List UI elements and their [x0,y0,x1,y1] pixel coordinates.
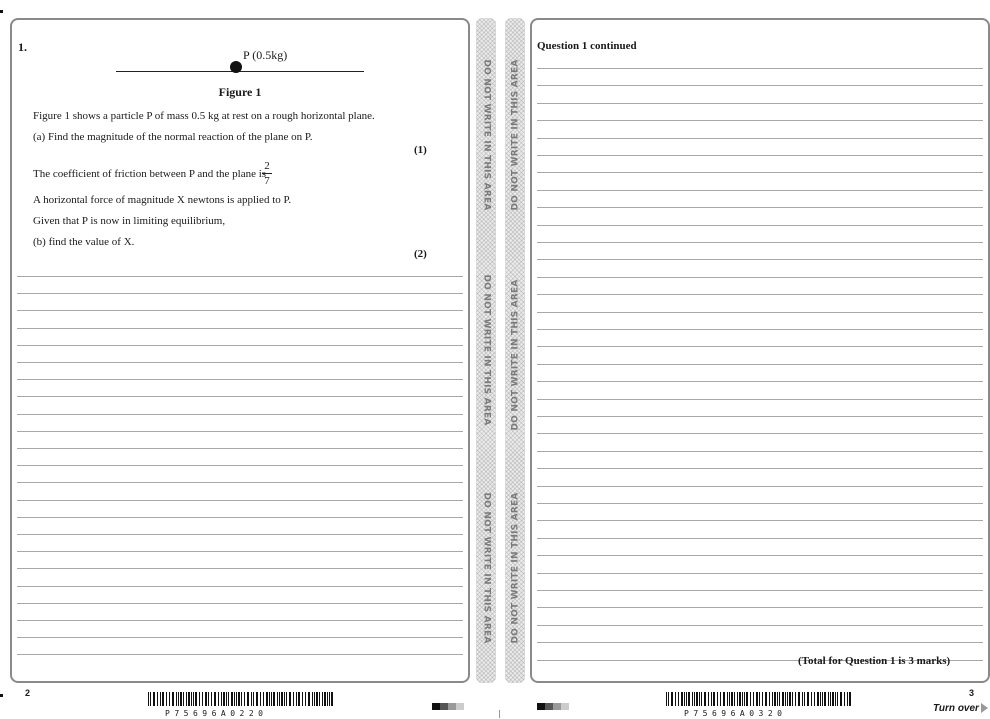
barcode-bar [844,692,845,706]
barcode-bar [820,692,821,706]
barcode-bar [847,692,848,706]
barcode-bar [711,692,712,706]
barcode-bar [241,692,242,706]
barcode-bar [208,692,209,706]
barcode-bar [765,692,767,706]
no-write-notice: DO NOT WRITE IN THIS AREA [481,59,491,211]
left-barcode-text: P75696A0220 [165,709,268,718]
barcode-bar [286,692,287,706]
answer-line [17,345,463,346]
barcode-bar [322,692,323,706]
barcode-bar [696,692,698,706]
barcode-bar [779,692,780,706]
barcode-bar [247,692,249,706]
answer-line [537,468,983,469]
answer-line [17,517,463,518]
barcode-bar [802,692,803,706]
barcode-bar [319,692,320,706]
barcode-bar [221,692,222,706]
continued-title: Question 1 continued [537,40,637,52]
barcode-bar [811,692,812,706]
barcode-bar [734,692,735,706]
answer-line [537,381,983,382]
barcode-bar [228,692,229,706]
barcode-bar [312,692,313,706]
barcode-bar [753,692,754,706]
answer-line [537,103,983,104]
question-number: 1. [18,40,27,54]
answer-line [17,534,463,535]
barcode-bar [694,692,695,706]
barcode-bar [750,692,751,706]
answer-line [537,399,983,400]
barcode-bar [817,692,819,706]
barcode-bar [708,692,709,706]
answer-line [537,451,983,452]
answer-line [537,573,983,574]
barcode-bar [199,692,200,706]
turn-over-arrow-icon [981,703,988,713]
barcode-bar [160,692,161,706]
barcode-bar [231,692,233,706]
answer-line [17,293,463,294]
friction-fraction [262,160,272,187]
barcode-bar [713,692,715,706]
barcode-bar [684,692,685,706]
crop-mark [0,10,3,13]
answer-line [537,120,983,121]
force-text: A horizontal force of magnitude X newtons is applied to P. [33,194,292,206]
answer-line [537,207,983,208]
barcode-bar [849,692,851,706]
left-page-number: 2 [25,688,31,698]
barcode-bar [148,692,149,706]
barcode-bar [731,692,733,706]
barcode-bar [205,692,207,706]
crop-mark [0,694,3,697]
answer-line [17,379,463,380]
barcode-bar [166,692,167,706]
barcode-bar [302,692,303,706]
barcode-bar [782,692,784,706]
answer-line [537,642,983,643]
barcode-bar [675,692,676,706]
barcode-bar [795,692,796,706]
barcode-bar [223,692,225,706]
barcode-bar [236,692,237,706]
barcode-bar [727,692,728,706]
barcode-bar [668,692,669,706]
barcode-bar [284,692,285,706]
barcode-bar [238,692,240,706]
barcode-bar [153,692,155,706]
barcode-bar [798,692,800,706]
barcode-bar [202,692,203,706]
answer-line [537,503,983,504]
turn-over-text: Turn over [933,703,979,714]
barcode-bar [226,692,227,706]
no-write-notice: DO NOT WRITE IN THIS AREA [510,492,520,644]
answer-line [17,620,463,621]
barcode-bar [150,692,151,706]
answer-line [17,586,463,587]
answer-line [537,294,983,295]
barcode-bar [234,692,235,706]
barcode-bar [269,692,270,706]
answer-line [537,538,983,539]
barcode-bar [308,692,310,706]
barcode-bar [746,692,748,706]
barcode-bar [692,692,693,706]
barcode-bar [807,692,809,706]
barcode-bar [178,692,179,706]
barcode-bar [298,692,300,706]
barcode-bar [218,692,219,706]
fold-mark [499,710,500,718]
answer-line [17,482,463,483]
answer-line [17,431,463,432]
answer-line [537,259,983,260]
answer-line [537,225,983,226]
barcode-bar [723,692,725,706]
answer-line [537,486,983,487]
answer-line [17,396,463,397]
barcode-bar [678,692,679,706]
barcode-bar [671,692,673,706]
barcode-bar [162,692,164,706]
answer-line [17,654,463,655]
barcode-bar [744,692,745,706]
barcode-bar [329,692,330,706]
barcode-bar [814,692,815,706]
grey-scale-marks [432,703,464,710]
answer-line [537,433,983,434]
barcode-bar [253,692,254,706]
barcode-bar [699,692,700,706]
answer-line [537,364,983,365]
answer-line [537,329,983,330]
barcode-bar [822,692,823,706]
answer-line [17,362,463,363]
barcode-bar [729,692,730,706]
barcode-bar [681,692,683,706]
part-a-text: (a) Find the magnitude of the normal reaction of the plane on P. [33,131,313,143]
fraction-denominator: 7 [264,175,270,187]
barcode-bar [314,692,315,706]
answer-line [537,625,983,626]
no-write-notice: DO NOT WRITE IN THIS AREA [510,59,520,211]
answer-line [537,155,983,156]
barcode-bar [756,692,758,706]
barcode-bar [281,692,283,706]
barcode-bar [296,692,297,706]
part-a-marks: (1) [414,144,427,156]
barcode-bar [759,692,760,706]
barcode-bar [828,692,829,706]
barcode-bar [785,692,786,706]
barcode-bar [289,692,291,706]
answer-line [537,555,983,556]
answer-line [17,414,463,415]
barcode-bar [214,692,216,706]
barcode-bar [273,692,275,706]
answer-line [17,310,463,311]
barcode-bar [193,692,194,706]
barcode-bar [737,692,738,706]
answer-line [17,465,463,466]
answer-line [537,520,983,521]
barcode-bar [266,692,268,706]
barcode-bar [701,692,702,706]
answer-line [537,85,983,86]
barcode-bar [720,692,721,706]
barcode-bar [777,692,778,706]
left-barcode [148,692,335,706]
barcode-bar [772,692,773,706]
barcode-bar [277,692,278,706]
barcode-bar [835,692,836,706]
barcode-bar [172,692,174,706]
barcode-bar [324,692,326,706]
fraction-numerator: 2 [264,160,270,172]
barcode-bar [717,692,718,706]
barcode-bar [195,692,197,706]
barcode-bar [792,692,793,706]
barcode-bar [742,692,743,706]
particle-label: P (0.5kg) [243,48,288,62]
right-page-frame [530,18,990,683]
barcode-bar [787,692,788,706]
barcode-bar [686,692,687,706]
question-intro: Figure 1 shows a particle P of mass 0.5 kg at rest on a rough horizontal plane. [33,110,375,122]
barcode-bar [188,692,190,706]
barcode-bar [804,692,805,706]
answer-line [17,568,463,569]
barcode-bar [739,692,741,706]
barcode-bar [169,692,170,706]
answer-line [17,603,463,604]
barcode-bar [183,692,184,706]
friction-text: The coefficient of friction between P and the plane is [33,168,267,180]
barcode-bar [279,692,280,706]
particle-dot [230,61,242,73]
answer-line [17,328,463,329]
barcode-bar [704,692,706,706]
right-page-number: 3 [969,688,975,698]
no-write-notice: DO NOT WRITE IN THIS AREA [481,492,491,644]
right-barcode [666,692,853,706]
barcode-bar [830,692,831,706]
barcode-bar [688,692,690,706]
barcode-bar [251,692,252,706]
answer-line [537,242,983,243]
answer-line [17,500,463,501]
part-b-marks: (2) [414,248,427,260]
barcode-bar [769,692,770,706]
answer-line [17,276,463,277]
barcode-bar [824,692,826,706]
right-barcode-text: P75696A0320 [684,709,787,718]
answer-line [537,138,983,139]
barcode-bar [244,692,245,706]
barcode-bar [263,692,264,706]
answer-line [537,590,983,591]
total-marks: (Total for Question 1 is 3 marks) [798,655,951,667]
barcode-bar [180,692,182,706]
barcode-bar [256,692,258,706]
barcode-bar [157,692,158,706]
barcode-bar [832,692,834,706]
part-b-text: (b) find the value of X. [33,236,135,248]
answer-line [537,607,983,608]
barcode-bar [260,692,261,706]
barcode-bar [789,692,791,706]
barcode-bar [305,692,306,706]
no-write-notice: DO NOT WRITE IN THIS AREA [481,274,491,426]
barcode-bar [774,692,776,706]
answer-line [17,551,463,552]
barcode-bar [762,692,763,706]
no-write-notice: DO NOT WRITE IN THIS AREA [510,279,520,431]
figure-caption: Figure 1 [218,85,262,99]
answer-line [537,416,983,417]
answer-line [537,346,983,347]
barcode-bar [666,692,667,706]
given-text: Given that P is now in limiting equilibrium, [33,215,226,227]
answer-line [537,277,983,278]
barcode-bar [271,692,272,706]
barcode-bar [331,692,333,706]
barcode-bar [840,692,842,706]
answer-line [537,312,983,313]
answer-line [537,172,983,173]
barcode-bar [191,692,192,706]
barcode-bar [293,692,294,706]
grey-scale-marks [537,703,569,710]
answer-line [17,637,463,638]
barcode-bar [327,692,328,706]
barcode-bar [837,692,838,706]
barcode-bar [186,692,187,706]
answer-line [537,68,983,69]
answer-line [537,190,983,191]
barcode-bar [176,692,177,706]
barcode-bar [211,692,212,706]
barcode-bar [316,692,318,706]
answer-line [17,448,463,449]
